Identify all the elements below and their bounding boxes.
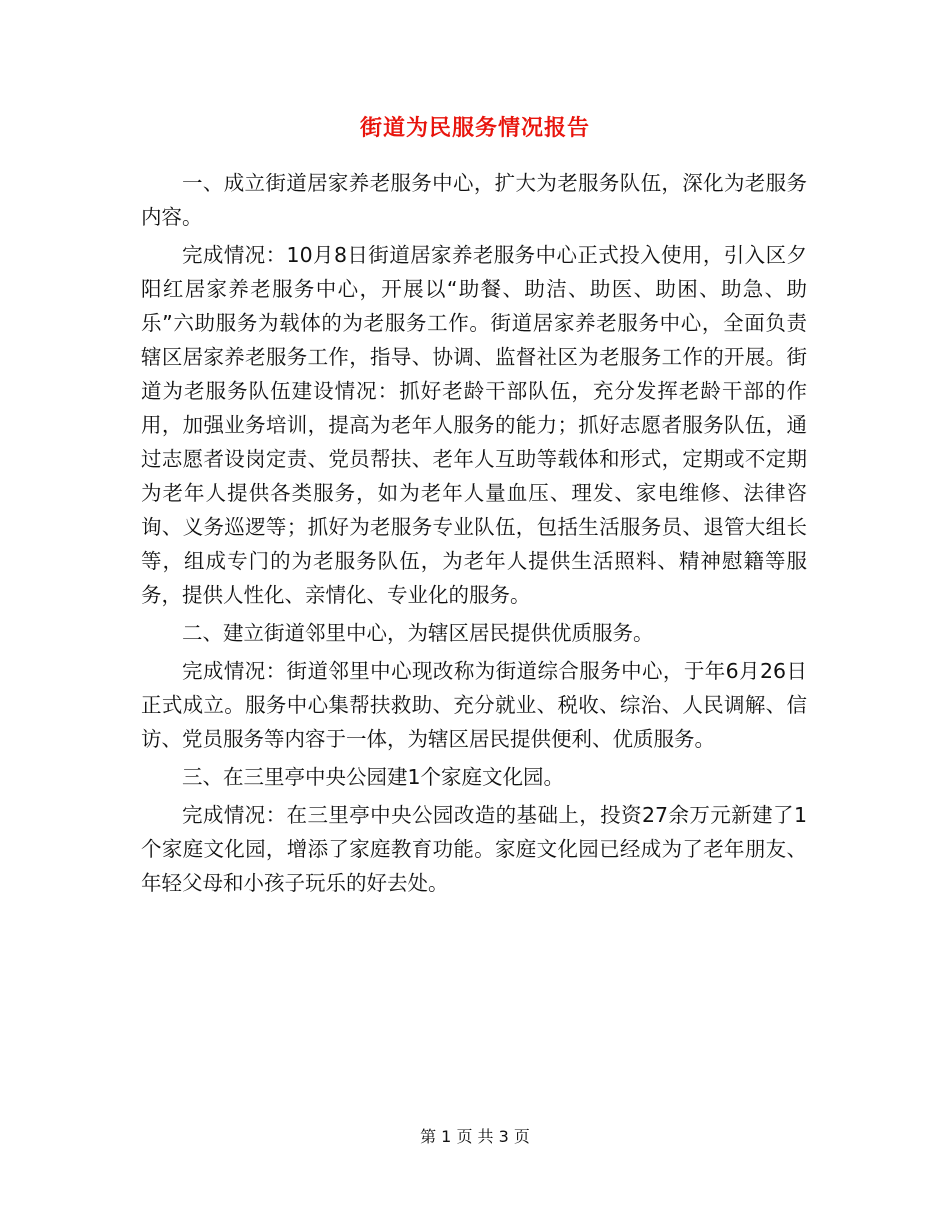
section-3-status: 完成情况：在三里亭中央公园改造的基础上，投资27余万元新建了1个家庭文化园，增添了家庭教育功能。家庭文化园已经成为了老年朋友、年轻父母和小孩子玩乐的好去处。 [141,803,807,895]
section-3-heading: 三、在三里亭中央公园建1个家庭文化园。 [182,765,565,789]
section-2-heading: 二、建立街道邻里中心，为辖区居民提供优质服务。 [182,621,654,645]
section-2-status: 完成情况：街道邻里中心现改称为街道综合服务中心，于年6月26日正式成立。服务中心集帮扶救助、充分就业、税收、综治、人民调解、信访、党员服务等内容于一体，为辖区居民提供便利、优质服务。 [141,659,807,751]
document-body [141,166,807,904]
section-1-heading: 一、成立街道居家养老服务中心，扩大为老服务队伍，深化为老服务内容。 [141,171,807,229]
document-title: 街道为民服务情况报告 [359,116,590,141]
page-footer [0,1125,950,1149]
page-number: 第 1 页 共 3 页 [420,1127,530,1146]
section-1-status: 完成情况：10月8日街道居家养老服务中心正式投入使用，引入区夕阳红居家养老服务中心，开展以“助餐、助洁、助医、助困、助急、助乐”六助服务为载体的为老服务工作。街道居家养老服务中心，全面负责辖区居家养老服务工作，指导、协调、监督社区为老服务工作的开展。街道为老服务队伍建设情况：抓好老龄干部队伍，充分发挥老龄干部的作用，加强业务培训，提高为老年人服务的能力；抓好志愿者服务队伍，通过志愿者设岗定责、党员帮扶、老年人互助等载体和形式，定期或不定期为老年人提供各类服务，如为老年人量血压、理发、家电维修、法律咨询、义务巡逻等；抓好为老服务专业队伍，包括生活服务员、退管大组长等，组成专门的为老服务队伍，为老年人提供生活照料、精神慰籍等服务，提供人性化、亲情化、专业化的服务。 [141,243,807,607]
